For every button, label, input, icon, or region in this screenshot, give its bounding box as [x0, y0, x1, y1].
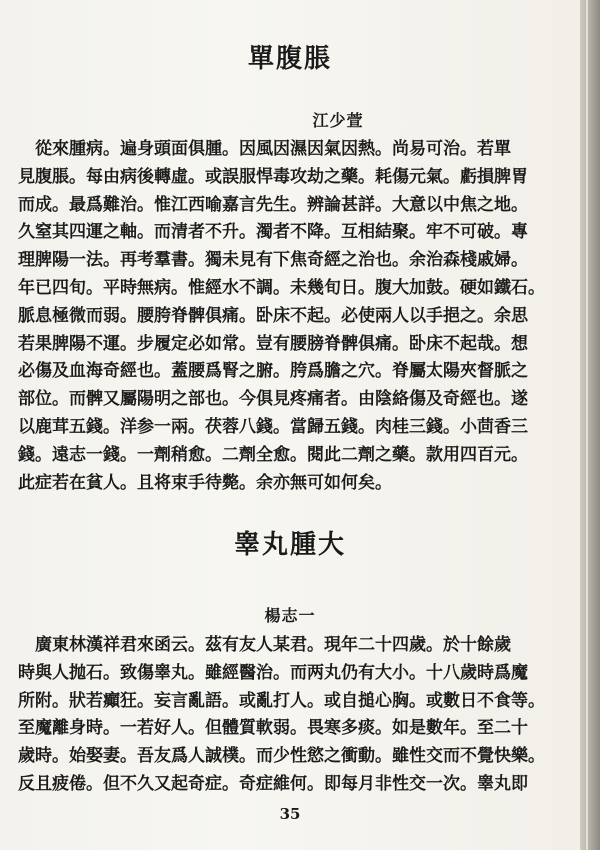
text-line: 至魔離身時。一若好人。但體質軟弱。畏寒多痰。如是數年。至二十 [18, 718, 528, 739]
text-line: 以鹿茸五錢。洋参一兩。茯蓉八錢。當歸五錢。肉桂三錢。小茴香三 [18, 416, 528, 437]
text-line: 脈息極微而弱。腰胯脊髀俱痛。卧床不起。必使兩人以手挹之。余思 [18, 305, 528, 326]
section-title-gao-wan-zhong-da: 睾丸腫大 [233, 530, 346, 560]
section-body-1 [18, 136, 570, 497]
section-author-yang: 楊志一 [264, 606, 316, 625]
page-number: 35 [279, 805, 301, 823]
text-line: 而成。最爲難治。惟江西喻嘉言先生。辨論甚詳。大意以中焦之地。 [18, 194, 528, 215]
text-line: 從來腫病。遍身頭面俱腫。因風因濕因氣因熱。尚易可治。若單 [18, 139, 511, 159]
text-line: 必傷及血海奇經也。蓋腰爲腎之腑。胯爲膽之穴。脊屬太陽夾督脈之 [18, 361, 528, 382]
text-line: 錢。遠志一錢。一劑稍愈。二劑全愈。閱此二劑之藥。款用四百元。 [18, 444, 528, 465]
text-line: 此症若在貧人。且将束手待斃。余亦無可如何矣。 [18, 472, 392, 493]
text-line: 所附。狀若癲狂。妄言亂語。或亂打人。或自搥心胸。或數日不食等。 [18, 690, 545, 711]
text-line: 廣東林漢祥君來函云。茲有友人某君。現年二十四歲。於十餘歲 [18, 635, 511, 655]
text-line: 歲時。始娶妻。吾友爲人誠樸。而少性慾之衝動。雖性交而不覺快樂。 [18, 746, 545, 767]
text-line: 見腹脹。每由病後轉虛。或誤服悍毒攻劫之藥。耗傷元氣。虧損脾胃 [18, 166, 528, 187]
page-edge [580, 0, 600, 850]
section-author-jiang: 江少萱 [312, 111, 364, 130]
text-line: 反且疲倦。但不久又起奇症。奇症維何。即每月非性交一次。睾丸即 [18, 773, 528, 794]
text-line: 年已四旬。平時無病。惟經水不調。未幾旬日。腹大加鼓。硬如鐵石。 [18, 277, 545, 298]
text-line: 若果脾陽不運。步履定必如常。豈有腰膀脊髀俱痛。卧床不起哉。想 [18, 333, 528, 354]
text-line: 部位。而髀又屬陽明之部也。今俱見疼痛者。由陰絡傷及奇經也。遂 [18, 389, 528, 410]
section-title-dan-fu-zhang: 單腹脹 [247, 44, 332, 74]
section-body-2 [18, 632, 570, 799]
text-line: 久窒其四運之軸。而清者不升。濁者不降。互相結聚。牢不可破。專 [18, 222, 528, 243]
text-line: 理脾陽一法。再考羣書。獨未見有下焦奇經之治也。余治森棧戚婦。 [18, 250, 528, 271]
text-line: 時與人抛石。致傷睾丸。雖經醫治。而两丸仍有大小。十八歲時爲魔 [18, 662, 528, 683]
